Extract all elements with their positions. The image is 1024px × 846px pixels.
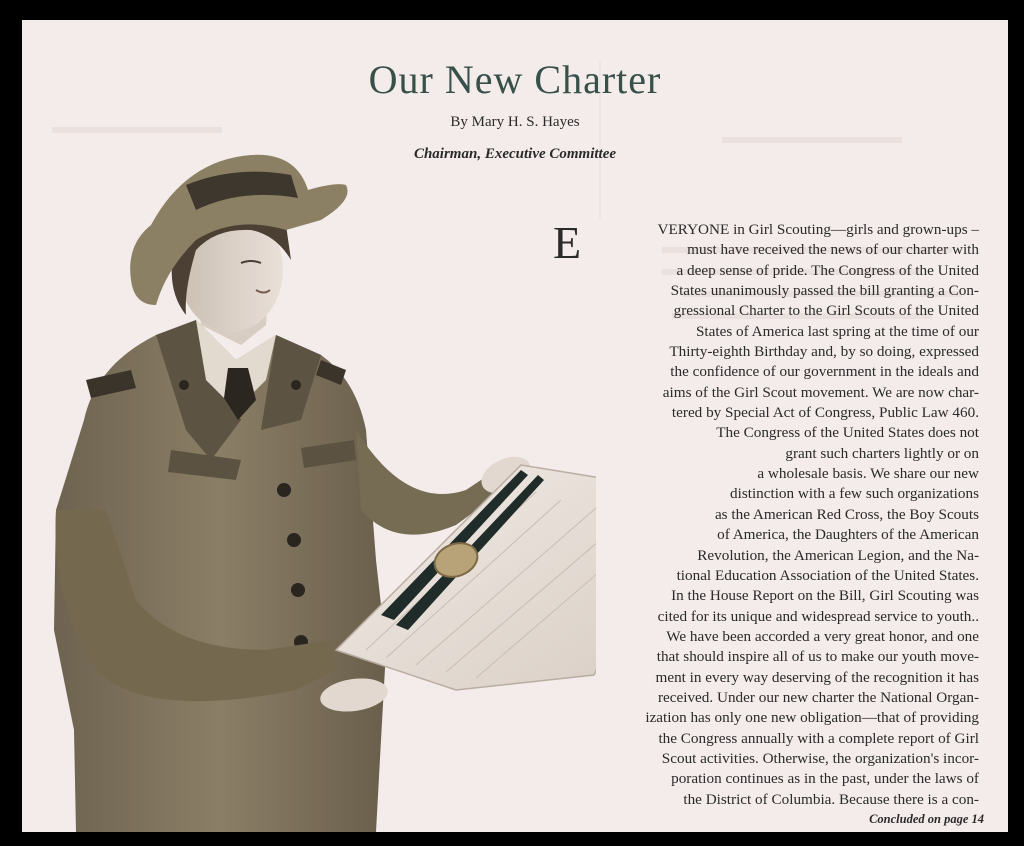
body-line: as the American Red Cross, the Boy Scouts [714,505,979,523]
body-line: The Congress of the United States does not [716,424,979,442]
body-line: States of America last spring at the time of our [695,322,979,340]
body-line: gressional Charter to the Girl Scouts of the United [673,302,979,320]
body-line: the District of Columbia. Because there is a con- [683,790,979,808]
photo-woman-holding-charter [36,130,596,832]
article-title: Our New Charter [368,57,662,102]
article-byline: By Mary H. S. Hayes [450,114,580,130]
body-line: cited for its unique and widespread service to youth.. [657,607,979,625]
drop-cap: E [553,217,582,268]
body-line: poration continues as in the past, under the laws of [671,770,979,788]
body-line: tered by Special Act of Congress, Public Law 460. [671,404,979,422]
body-line: the Congress annually with a complete report of Girl [658,729,979,747]
body-line: received. Under our new charter the National Organ- [657,688,979,706]
body-line: Revolution, the American Legion, and the Na- [697,546,979,564]
body-line: aims of the Girl Scout movement. We are now char- [662,383,979,401]
article-body [645,220,979,810]
body-line: In the House Report on the Bill, Girl Scouting was [671,587,979,605]
body-line: of America, the Daughters of the American [717,526,979,544]
continued-note: Concluded on page 14 [869,812,984,826]
body-line: ization has only one new obligation—that of providing [645,709,979,727]
body-line: tional Education Association of the United States. [676,566,979,584]
body-line: that should inspire all of us to make our youth move- [656,648,979,666]
body-line: We have been accorded a very great honor, and one [666,627,979,645]
body-line: the confidence of our government in the ideals and [670,363,979,381]
body-line: Scout activities. Otherwise, the organization's incor- [661,749,979,767]
body-line: Thirty-eighth Birthday and, by so doing, expressed [669,343,979,361]
body-line: ment in every way deserving of the recognition it has [655,668,979,686]
body-line: States unanimously passed the bill granting a Con- [670,282,979,300]
body-line: must have received the news of our charter with [687,241,979,259]
body-line: a deep sense of pride. The Congress of the United [676,261,979,279]
body-line: distinction with a few such organizations [730,485,979,503]
author-role: Chairman, Executive Committee [413,146,617,162]
body-line: a wholesale basis. We share our new [757,465,979,483]
magazine-page [22,20,1008,832]
body-line: VERYONE in Girl Scouting—girls and grown-ups – [657,221,979,238]
body-line: grant such charters lightly or on [785,444,979,462]
